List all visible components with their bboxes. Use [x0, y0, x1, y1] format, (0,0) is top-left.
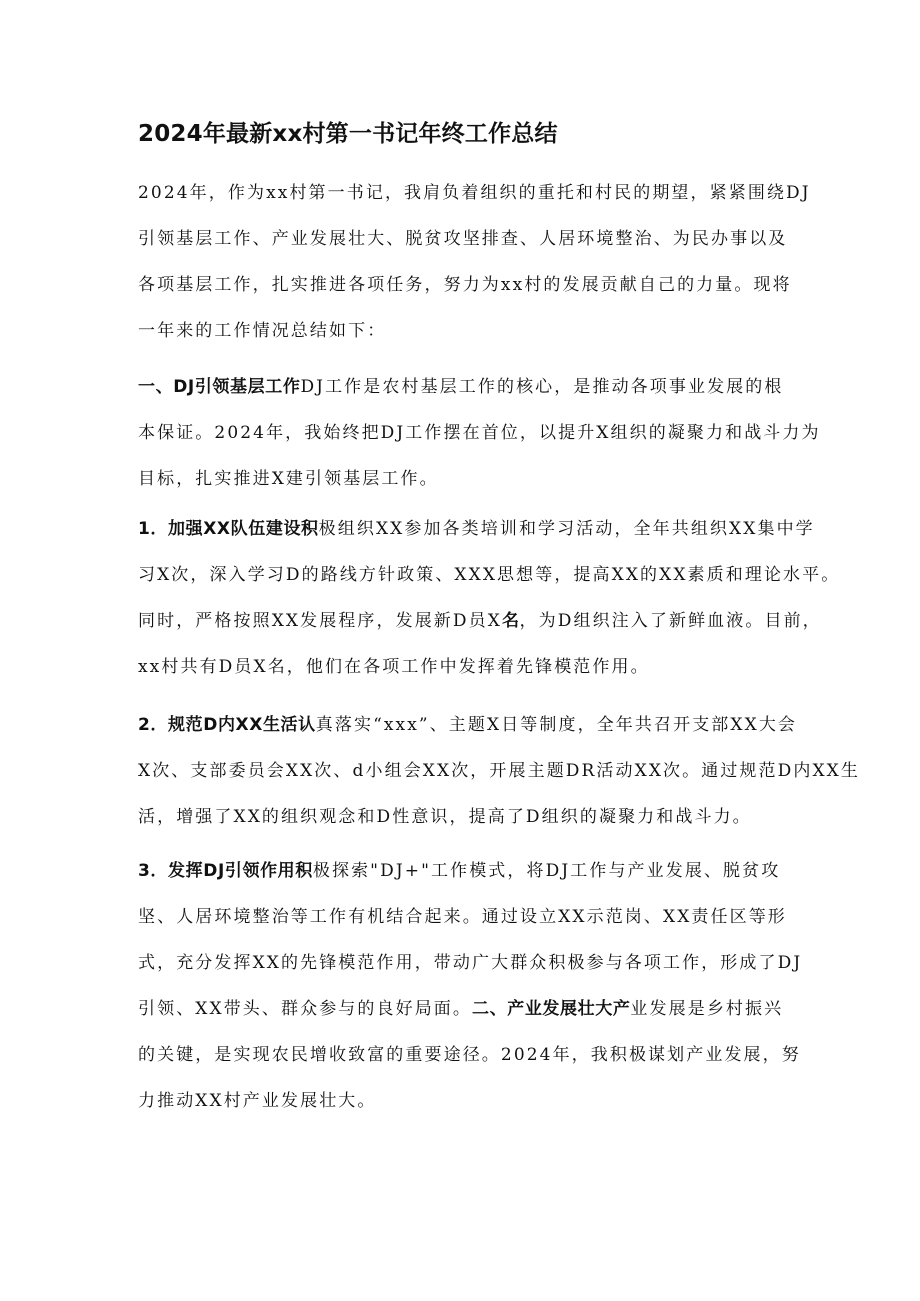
item-3-text: 极探索"DJ+"工作模式，将DJ工作与产业发展、脱贫攻	[312, 861, 781, 881]
text-line: 习X次，深入学习D的路线方针政策、XXX思想等，提高XX的XX素质和理论水平。	[138, 565, 841, 585]
text-line: 坚、人居环境整治等工作有机结合起来。通过设立XX示范岗、XX责任区等形	[138, 907, 787, 927]
item-1-text: ，为D组织注入了新鲜血液。目前，	[519, 611, 822, 631]
text-line: 的关键，是实现农民增收致富的重要途径。2024年，我积极谋划产业发展，努	[138, 1045, 801, 1065]
text-line	[138, 506, 840, 552]
intro-paragraph	[138, 170, 811, 354]
section-2-text: 业发展是乡村振兴	[630, 999, 784, 1019]
item-3-paragraph	[138, 848, 802, 1124]
item-2-paragraph	[138, 702, 860, 840]
section-1-text: DJ工作是农村基层工作的核心，是推动各项事业发展的根	[300, 377, 784, 397]
text-line	[138, 598, 840, 644]
text-line: 一年来的工作情况总结如下：	[138, 321, 387, 341]
text-line: xx村共有D员X名，他们在各项工作中发挥着先锋模范作用。	[138, 657, 650, 677]
text-line: 引领基层工作、产业发展壮大、脱贫攻坚排查、人居环境整治、为民办事以及	[138, 229, 788, 249]
text-line: 目标，扎实推进X建引领基层工作。	[138, 469, 439, 489]
item-2-text: 真落实“xxx”、主题X日等制度，全年共召开支部XX大会	[315, 715, 798, 735]
item-1-text: 极组织XX参加各类培训和学习活动，全年共组织XX集中学	[318, 519, 815, 539]
item-1-bold-text: 名	[501, 611, 520, 631]
item-1-heading: 1．加强XX队伍建设积	[138, 519, 319, 539]
text-line: 活，增强了XX的组织观念和D性意识，提高了D组织的凝聚力和战斗力。	[138, 807, 752, 827]
text-line	[138, 986, 802, 1032]
item-2-heading: 2．规范D内XX生活认	[138, 715, 316, 735]
text-line: 力推动XX村产业发展壮大。	[138, 1091, 377, 1111]
document-title: 2024年最新xx村第一书记年终工作总结	[138, 121, 558, 147]
section-1-heading: 一、DJ引领基层工作	[138, 377, 301, 397]
text-line: X次、支部委员会XX次、d小组会XX次，开展主题DR活动XX次。通过规范D内XX生	[138, 761, 860, 781]
text-line: 2024年，作为xx村第一书记，我肩负着组织的重托和村民的期望，紧紧围绕DJ	[138, 183, 811, 203]
section-2-heading: 二、产业发展壮大产	[472, 999, 631, 1019]
text-line	[138, 364, 821, 410]
section-1-paragraph	[138, 364, 821, 502]
text-line	[138, 848, 802, 894]
item-3-heading: 3．发挥DJ引领作用积	[138, 861, 313, 881]
text-line: 各项基层工作，扎实推进各项任务，努力为xx村的发展贡献自己的力量。现将	[138, 275, 792, 295]
text-line: 本保证。2024年，我始终把DJ工作摆在首位，以提升X组织的凝聚力和战斗力为	[138, 423, 821, 443]
text-line: 式，充分发挥XX的先锋模范作用，带动广大群众积极参与各项工作，形成了DJ	[138, 953, 803, 973]
text-line	[138, 702, 860, 748]
item-1-text: 同时，严格按照XX发展程序，发展新D员X	[138, 611, 502, 631]
item-3-text: 引领、XX带头、群众参与的良好局面。	[138, 999, 473, 1019]
item-1-paragraph	[138, 506, 840, 690]
